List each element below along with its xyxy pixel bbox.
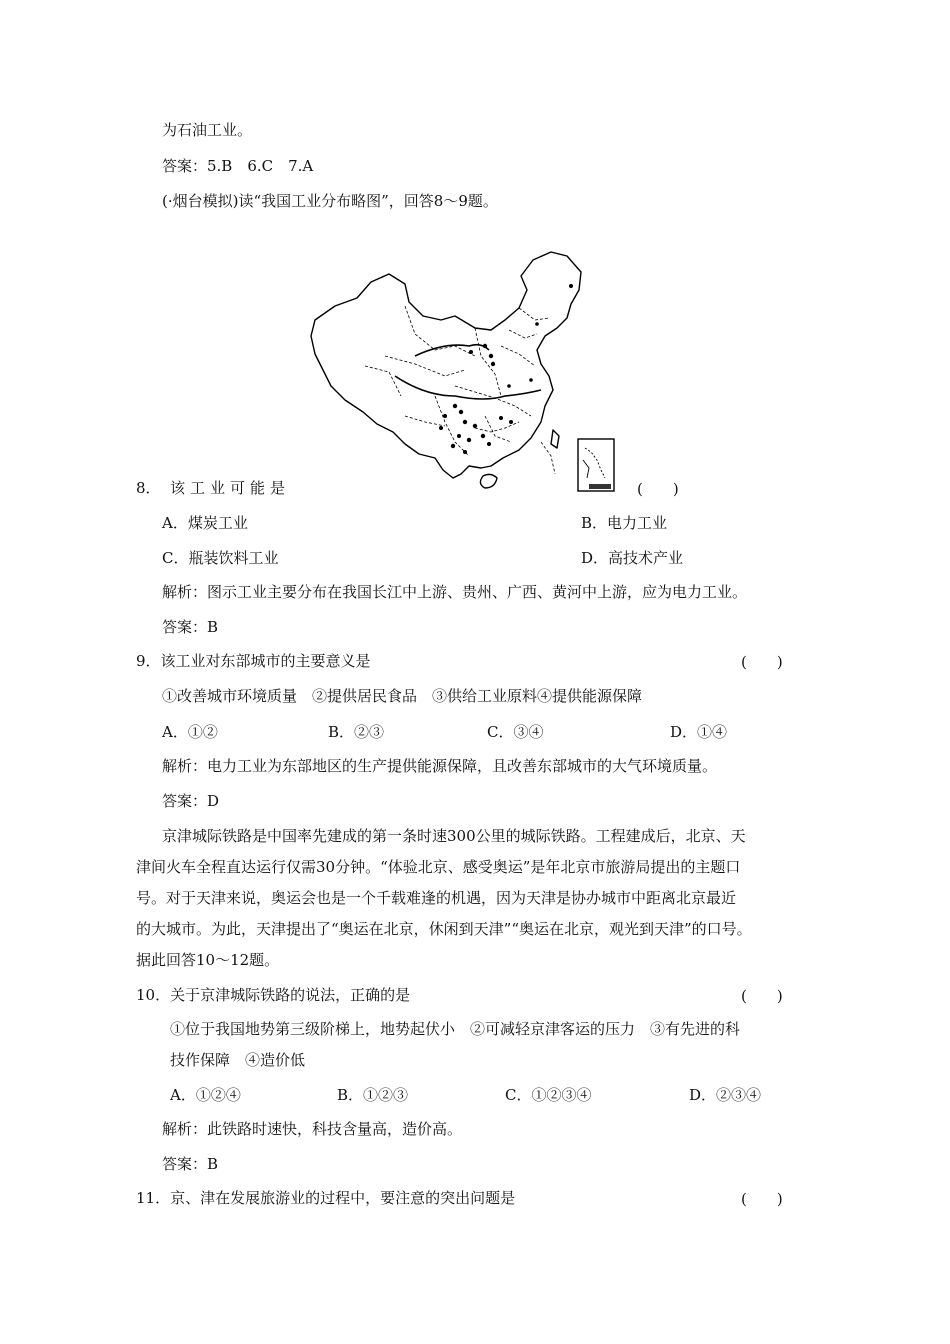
q8-char: 工 bbox=[190, 479, 206, 497]
passage-line-5: 据此回答10～12题。 bbox=[136, 951, 280, 969]
passage-line-2: 津间火车全程直达运行仅需30分钟。“体验北京、感受奥运”是年北京市旅游局提出的主题口 bbox=[136, 858, 741, 876]
q9-answer: 答案：D bbox=[162, 792, 220, 810]
q8-char: 能 bbox=[250, 479, 266, 497]
taiwan-island bbox=[551, 430, 559, 448]
passage-line-4: 的大城市。为此，天津提出了“奥运在北京，休闲到天津”“奥运在北京，观光到天津”的口号。 bbox=[136, 920, 752, 938]
intro-tail-text: 为石油工业。 bbox=[162, 121, 253, 139]
south-china-sea-inset bbox=[578, 439, 614, 491]
q9-analysis: 解析：电力工业为东部地区的生产提供能源保障，且改善东部城市的大气环境质量。 bbox=[162, 757, 718, 775]
q8-answer: 答案：B bbox=[162, 618, 219, 636]
q10-answer: 答案：B bbox=[162, 1155, 219, 1173]
q9-answer-paren: ( ) bbox=[741, 653, 783, 671]
q8-option-d: D．高技术产业 bbox=[581, 549, 684, 567]
q10-items-line-1: ①位于我国地势第三级阶梯上，地势起伏小 ②可减轻京津客运的压力 ③有先进的科 bbox=[170, 1020, 741, 1038]
q10-option-a: A．①②④ bbox=[170, 1086, 241, 1104]
q8-analysis: 解析：图示工业主要分布在我国长江中上游、贵州、广西、黄河中上游，应为电力工业。 bbox=[162, 583, 748, 601]
q10-analysis: 解析：此铁路时速快，科技含量高，造价高。 bbox=[162, 1120, 463, 1138]
q11-answer-paren: ( ) bbox=[741, 1190, 783, 1208]
q9-option-d: D．①④ bbox=[670, 723, 728, 741]
q11-stem: 11．京、津在发展旅游业的过程中，要注意的突出问题是 bbox=[136, 1189, 516, 1207]
q8-answer-paren: ( ) bbox=[637, 480, 679, 498]
q8-option-c: C．瓶装饮料工业 bbox=[162, 549, 279, 567]
q9-items: ①改善城市环境质量 ②提供居民食品 ③供给工业原料④提供能源保障 bbox=[162, 687, 643, 705]
q8-char: 业 bbox=[210, 479, 226, 497]
q9-option-b: B．②③ bbox=[328, 723, 385, 741]
q8-char: 是 bbox=[270, 479, 286, 497]
q10-items-line-2: 技作保障 ④造价低 bbox=[170, 1051, 306, 1069]
q10-answer-paren: ( ) bbox=[741, 987, 783, 1005]
q10-option-d: D．②③④ bbox=[689, 1086, 762, 1104]
china-outline bbox=[311, 252, 581, 478]
answer-5-7: 答案：5.B 6.C 7.A bbox=[162, 157, 314, 175]
hainan-island bbox=[480, 474, 497, 488]
q8-option-a: A．煤炭工业 bbox=[162, 514, 248, 532]
q8-char: 可 bbox=[230, 479, 246, 497]
q8-option-b: B．电力工业 bbox=[581, 514, 668, 532]
source-note: (·烟台模拟)读“我国工业分布略图”，回答8～9题。 bbox=[162, 192, 498, 210]
passage-line-3: 号。对于天津来说，奥运会也是一个千载难逢的机遇，因为天津是协办城市中距离北京最近 bbox=[136, 889, 737, 907]
q8-number: 8． bbox=[136, 479, 161, 497]
q9-stem: 9．该工业对东部城市的主要意义是 bbox=[136, 652, 371, 670]
q8-char: 该 bbox=[170, 479, 186, 497]
china-industry-map bbox=[305, 246, 620, 496]
q10-stem: 10．关于京津城际铁路的说法，正确的是 bbox=[136, 986, 411, 1004]
q9-option-a: A．①② bbox=[162, 723, 218, 741]
passage-line-1: 京津城际铁路是中国率先建成的第一条时速300公里的城际铁路。工程建成后，北京、天 bbox=[162, 827, 746, 845]
q9-option-c: C．③④ bbox=[487, 723, 544, 741]
q10-option-c: C．①②③④ bbox=[505, 1086, 592, 1104]
q10-option-b: B．①②③ bbox=[337, 1086, 409, 1104]
q8-stem bbox=[136, 478, 290, 498]
